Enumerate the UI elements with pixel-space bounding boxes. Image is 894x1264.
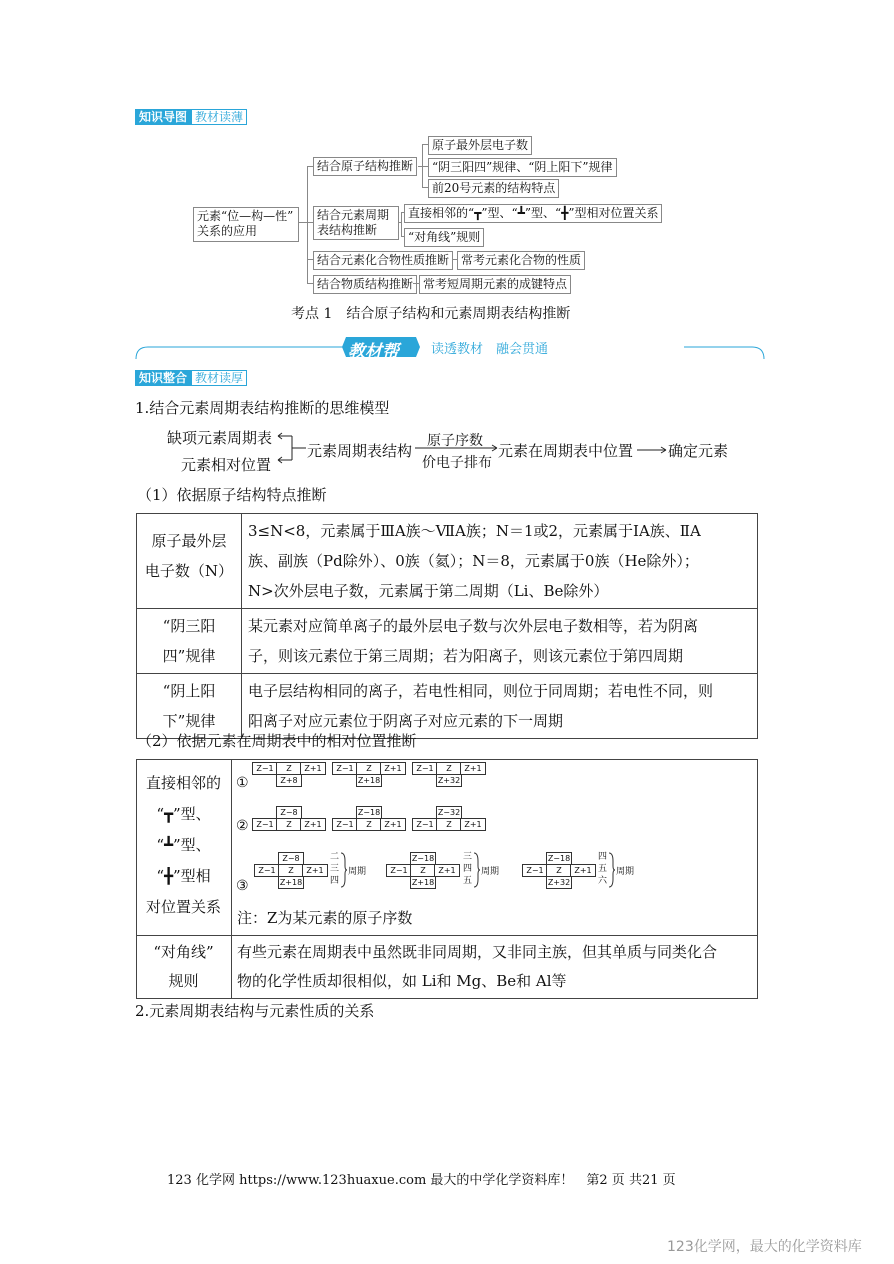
- flow-c: 元素在周期表中位置: [498, 442, 634, 460]
- banner-title: 教材帮: [348, 342, 399, 362]
- mindmap-branch-2: 结合元素周期 表结构推断: [313, 206, 399, 240]
- mindmap-b1-item-1: 原子最外层电子数: [428, 136, 532, 155]
- banner-subtitle: 读透教材 融会贯通: [431, 342, 549, 357]
- mindmap-b4-item: 常考短周期元素的成键特点: [419, 275, 571, 294]
- row-num-1: ①: [236, 775, 249, 791]
- mindmap-b1-item-2: “阴三阳四”规律、“阴上阳下”规律: [428, 158, 617, 177]
- mindmap-b2-item-2: “对角线”规则: [404, 228, 484, 247]
- flow-d: 确定元素: [668, 442, 729, 460]
- mindmap-branch-4: 结合物质结构推断: [313, 275, 417, 294]
- flow-a1: 缺项元素周期表: [167, 429, 273, 447]
- brace-icon: [340, 852, 348, 888]
- flow-arrow-2: [636, 442, 670, 458]
- mindmap-root: 元素“位—构—性” 关系的应用: [193, 207, 299, 242]
- page-footer: 123 化学网 https://www.123huaxue.com 最大的中学化学资料库！ 第2 页 共21 页: [167, 1173, 676, 1188]
- flow-bracket: [270, 430, 310, 466]
- mindmap-branch-3: 结合元素化合物性质推断: [313, 251, 453, 270]
- para-1: （1）依据原子结构特点推断: [137, 486, 327, 504]
- flow-b2: 价电子排布: [422, 455, 492, 471]
- mindmap-b3-item: 常考元素化合物的性质: [457, 251, 585, 270]
- brace-icon: [608, 852, 616, 888]
- mindmap-b1-item-3: 前20号元素的结构特点: [428, 179, 559, 198]
- table-row: 原子最外层 电子数（N） 3≤N<8，元素属于ⅢA族～ⅦA族；N＝1或2，元素属于ⅠA族、ⅡA 族、副族（Pd除外）、0族（氦）；N＝8，元素属于0族（He除外）； N>次外层电子数，元素属于第二周期（Li、Be除外）: [137, 514, 758, 609]
- table2-header-2: “对角线” 规则: [153, 943, 214, 990]
- table2-header-1: 直接相邻的 “┳”型、 “┻”型、 “╋”型相 对位置关系: [145, 774, 221, 916]
- section-1-title: 1.结合元素周期表结构推断的思维模型: [135, 399, 390, 417]
- row-num-3: ③: [236, 878, 249, 894]
- mindmap-b2-item-1: 直接相邻的“┳”型、“┻”型、“╋”型相对位置关系: [404, 204, 662, 223]
- row-num-2: ②: [236, 818, 249, 834]
- para-2: （2）依据元素在周期表中的相对位置推断: [137, 732, 417, 750]
- table-row: “阴三阳 四”规律 某元素对应简单离子的最外层电子数与次外层电子数相等，若为阴离 子，则该元素位于第三周期；若为阳离子，则该元素位于第四周期: [137, 609, 758, 674]
- table-row: “阴上阳 下”规律 电子层结构相同的离子，若电性相同，则位于同周期；若电性不同，则 阳离子对应元素位于阴离子对应元素的下一周期: [137, 674, 758, 739]
- table2-content-2: 有些元素在周期表中虽然既非同周期，又非同主族，但其单质与同类化合 物的化学性质却很相似，如 Li和 Mg、Be和 Al等: [237, 943, 718, 990]
- flow-mid: 元素周期表结构: [307, 442, 413, 460]
- brace-icon: [473, 852, 481, 888]
- tag-knowledge-integration: 知识整合 教材读厚: [135, 370, 247, 386]
- flow-b1: 原子序数: [427, 433, 483, 449]
- section-2-title: 2.元素周期表结构与元素性质的关系: [135, 1002, 375, 1020]
- mindmap-branch-1: 结合原子结构推断: [313, 157, 417, 176]
- tag-knowledge-map: 知识导图 教材读薄: [135, 109, 247, 125]
- flow-a2: 元素相对位置: [181, 456, 272, 474]
- watermark: 123化学网，最大的化学资料库: [667, 1239, 862, 1255]
- table2-note: 注：Z为某元素的原子序数: [237, 909, 413, 927]
- kaodian-heading: 考点 1 结合原子结构和元素周期表结构推断: [291, 306, 571, 322]
- table-atomic-structure: [136, 513, 758, 739]
